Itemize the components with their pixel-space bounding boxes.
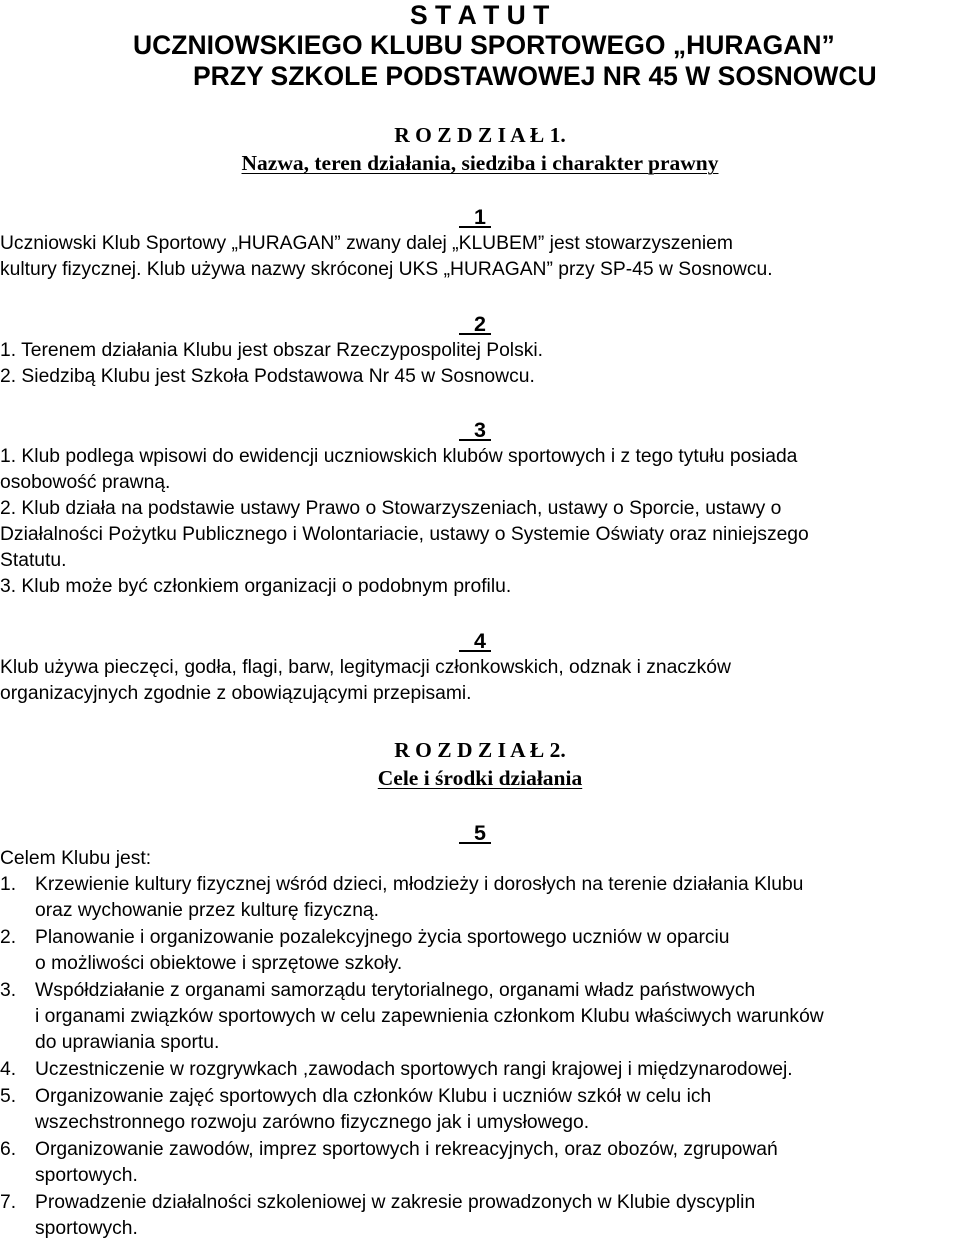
document-title: S T A T U T — [410, 0, 550, 30]
paragraph-2-text: 1. Terenem działania Klubu jest obszar Rzeczypospolitej Polski. 2. Siedzibą Klubu jest Szkoła Podstawowa Nr 45 w Sosnowcu. — [0, 340, 544, 387]
chapter-2-subtitle: Cele i środki działania — [377, 766, 583, 790]
paragraph-5-heading: 5 — [474, 821, 486, 845]
paragraph-1-heading: 1 — [474, 205, 486, 229]
paragraph-4-heading: 4 — [474, 629, 486, 653]
paragraph-2-heading: 2 — [474, 312, 486, 336]
paragraph-5-intro: Celem Klubu jest: — [0, 848, 152, 869]
chapter-2-heading: R O Z D Z I A Ł 2. — [394, 738, 566, 762]
chapter-1-heading: R O Z D Z I A Ł 1. — [394, 123, 566, 147]
paragraph-3-heading: 3 — [474, 418, 486, 442]
paragraph-3-text: 1. Klub podlega wpisowi do ewidencji uczniowskich klubów sportowych i z tego tytułu posiada osobowość prawną. 2. Klub działa na podstawie ustawy Prawo o Stowarzyszeniach, ustawy o Sporcie, ustawy o Działalności Pożytku Publicznego i Wolontariacie, ustawy o Systemie Oświaty oraz niniejszego Statutu. 3. Klub może być członkiem organizacji o podobnym profilu. — [0, 446, 809, 597]
chapter-1-subtitle: Nazwa, teren działania, siedziba i charakter prawny — [241, 151, 719, 175]
paragraph-4-text: Klub używa pieczęci, godła, flagi, barw, legitymacji członkowskich, odznak i znaczków organizacyjnych zgodnie z obowiązującymi przepisami. — [0, 657, 731, 704]
document-title-line-3: PRZY SZKOLE PODSTAWOWEJ NR 45 W SOSNOWCU — [193, 61, 877, 91]
document-title-line-2: UCZNIOWSKIEGO KLUBU SPORTOWEGO „HURAGAN” — [133, 30, 835, 60]
paragraph-1-text: Uczniowski Klub Sportowy „HURAGAN” zwany dalej „KLUBEM” jest stowarzyszeniem kultury fizycznej. Klub używa nazwy skróconej UKS „HURAGAN” przy SP-45 w Sosnowcu. — [0, 233, 773, 280]
